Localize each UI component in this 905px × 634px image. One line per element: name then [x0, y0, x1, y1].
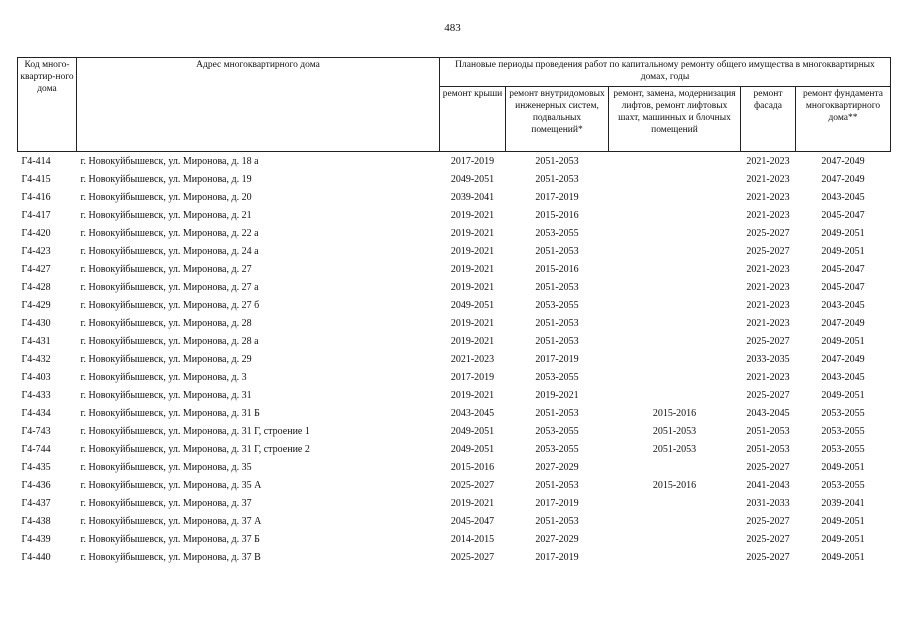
- table-row: [18, 224, 891, 242]
- cell-code: Г4-433: [21, 389, 51, 401]
- cell-facade: 2025-2027: [746, 515, 790, 527]
- cell-elevators: [609, 188, 741, 206]
- table-row: [18, 458, 891, 476]
- cell-systems: 2051-2053: [535, 155, 579, 167]
- cell-facade: 2031-2033: [746, 497, 790, 509]
- cell-roof: 2049-2051: [450, 299, 495, 311]
- header-foundation: ремонт фундамента многоквартирного дома**: [796, 87, 891, 152]
- table-row: [18, 242, 891, 260]
- cell-foundation: 2047-2049: [821, 173, 865, 185]
- cell-foundation: 2045-2047: [821, 209, 865, 221]
- cell-elevators: [609, 548, 741, 566]
- cell-code: Г4-438: [21, 515, 51, 527]
- cell-code: Г4-439: [21, 533, 51, 545]
- table-row: [18, 548, 891, 566]
- cell-roof: 2021-2023: [450, 353, 495, 365]
- cell-systems: 2027-2029: [535, 533, 579, 545]
- cell-systems: 2015-2016: [535, 209, 579, 221]
- page-number: 483: [444, 22, 461, 34]
- cell-code: Г4-743: [21, 425, 51, 437]
- cell-address: г. Новокуйбышевск, ул. Миронова, д. 28: [80, 317, 252, 329]
- cell-code: Г4-414: [21, 155, 51, 167]
- cell-systems: 2017-2019: [535, 551, 579, 563]
- cell-foundation: 2049-2051: [821, 515, 865, 527]
- cell-address: г. Новокуйбышевск, ул. Миронова, д. 27 б: [80, 299, 260, 311]
- cell-facade: 2021-2023: [746, 209, 790, 221]
- cell-systems: 2051-2053: [535, 407, 579, 419]
- cell-code: Г4-429: [21, 299, 51, 311]
- cell-elevators: [609, 224, 741, 242]
- table-row: [18, 152, 891, 171]
- cell-systems: 2053-2055: [535, 371, 579, 383]
- cell-foundation: 2049-2051: [821, 551, 865, 563]
- cell-facade: 2021-2023: [746, 281, 790, 293]
- cell-address: г. Новокуйбышевск, ул. Миронова, д. 28 а: [80, 335, 259, 347]
- cell-code: Г4-432: [21, 353, 51, 365]
- cell-facade: 2021-2023: [746, 371, 790, 383]
- cell-foundation: 2053-2055: [821, 425, 865, 437]
- cell-foundation: 2049-2051: [821, 335, 865, 347]
- cell-code: Г4-420: [21, 227, 51, 239]
- cell-elevators: 2015-2016: [652, 479, 697, 491]
- table-row: [18, 440, 891, 458]
- cell-address: г. Новокуйбышевск, ул. Миронова, д. 22 а: [80, 227, 259, 239]
- cell-foundation: 2039-2041: [821, 497, 865, 509]
- header-periods: Плановые периоды проведения работ по капитальному ремонту общего имущества в многоквартирных домах, годы: [440, 58, 891, 87]
- cell-systems: 2053-2055: [535, 227, 579, 239]
- cell-facade: 2025-2027: [746, 533, 790, 545]
- header-roof: ремонт крыши: [440, 87, 506, 152]
- cell-systems: 2053-2055: [535, 299, 579, 311]
- cell-foundation: 2053-2055: [821, 407, 865, 419]
- cell-roof: 2017-2019: [450, 155, 495, 167]
- cell-foundation: 2053-2055: [821, 443, 865, 455]
- cell-facade: 2043-2045: [746, 407, 790, 419]
- cell-facade: 2025-2027: [746, 227, 790, 239]
- header-code: Код много-квартир-ного дома: [18, 58, 77, 152]
- cell-roof: 2043-2045: [450, 407, 495, 419]
- cell-roof: 2019-2021: [450, 389, 495, 401]
- table-row: [18, 494, 891, 512]
- cell-address: г. Новокуйбышевск, ул. Миронова, д. 21: [80, 209, 252, 221]
- cell-elevators: [609, 296, 741, 314]
- cell-foundation: 2047-2049: [821, 317, 865, 329]
- cell-facade: 2021-2023: [746, 155, 790, 167]
- cell-roof: 2019-2021: [450, 263, 495, 275]
- cell-foundation: 2045-2047: [821, 263, 865, 275]
- cell-address: г. Новокуйбышевск, ул. Миронова, д. 27: [80, 263, 252, 275]
- cell-foundation: 2049-2051: [821, 245, 865, 257]
- cell-elevators: [609, 386, 741, 404]
- cell-systems: 2017-2019: [535, 191, 579, 203]
- cell-systems: 2053-2055: [535, 425, 579, 437]
- cell-code: Г4-434: [21, 407, 51, 419]
- cell-elevators: [609, 260, 741, 278]
- cell-roof: 2045-2047: [450, 515, 495, 527]
- cell-facade: 2051-2053: [746, 443, 790, 455]
- cell-elevators: [609, 314, 741, 332]
- cell-roof: 2019-2021: [450, 209, 495, 221]
- table-row: [18, 206, 891, 224]
- table-row: [18, 188, 891, 206]
- cell-elevators: [609, 458, 741, 476]
- cell-elevators: 2051-2053: [652, 425, 697, 437]
- cell-roof: 2017-2019: [450, 371, 495, 383]
- cell-elevators: [609, 206, 741, 224]
- cell-foundation: 2049-2051: [821, 461, 865, 473]
- cell-address: г. Новокуйбышевск, ул. Миронова, д. 37 Б: [80, 533, 260, 545]
- cell-roof: 2019-2021: [450, 245, 495, 257]
- cell-address: г. Новокуйбышевск, ул. Миронова, д. 18 а: [80, 155, 259, 167]
- cell-roof: 2019-2021: [450, 497, 495, 509]
- table-row: [18, 260, 891, 278]
- table-body: [18, 152, 891, 567]
- cell-code: Г4-423: [21, 245, 51, 257]
- cell-systems: 2051-2053: [535, 515, 579, 527]
- cell-systems: 2015-2016: [535, 263, 579, 275]
- cell-code: Г4-403: [21, 371, 51, 383]
- cell-address: г. Новокуйбышевск, ул. Миронова, д. 37 А: [80, 515, 262, 527]
- table-row: [18, 296, 891, 314]
- cell-facade: 2021-2023: [746, 191, 790, 203]
- cell-roof: 2049-2051: [450, 425, 495, 437]
- cell-elevators: [609, 170, 741, 188]
- cell-address: г. Новокуйбышевск, ул. Миронова, д. 37: [80, 497, 252, 509]
- cell-address: г. Новокуйбышевск, ул. Миронова, д. 37 В: [80, 551, 261, 563]
- cell-code: Г4-428: [21, 281, 51, 293]
- cell-roof: 2025-2027: [450, 551, 495, 563]
- table-row: [18, 422, 891, 440]
- cell-systems: 2051-2053: [535, 335, 579, 347]
- cell-address: г. Новокуйбышевск, ул. Миронова, д. 35: [80, 461, 252, 473]
- cell-facade: 2025-2027: [746, 461, 790, 473]
- cell-systems: 2017-2019: [535, 353, 579, 365]
- cell-foundation: 2049-2051: [821, 389, 865, 401]
- cell-code: Г4-430: [21, 317, 51, 329]
- cell-elevators: [609, 494, 741, 512]
- cell-facade: 2041-2043: [746, 479, 790, 491]
- header-address: Адрес многоквартирного дома: [77, 58, 440, 152]
- cell-elevators: [609, 332, 741, 350]
- cell-facade: 2051-2053: [746, 425, 790, 437]
- cell-code: Г4-437: [21, 497, 51, 509]
- cell-facade: 2021-2023: [746, 317, 790, 329]
- cell-address: г. Новокуйбышевск, ул. Миронова, д. 19: [80, 173, 252, 185]
- cell-facade: 2021-2023: [746, 263, 790, 275]
- header-elevators: ремонт, замена, модернизация лифтов, ремонт лифтовых шахт, машинных и блочных помещений: [609, 87, 741, 152]
- cell-facade: 2025-2027: [746, 335, 790, 347]
- cell-elevators: [609, 350, 741, 368]
- cell-foundation: 2043-2045: [821, 191, 865, 203]
- cell-facade: 2021-2023: [746, 173, 790, 185]
- cell-foundation: 2045-2047: [821, 281, 865, 293]
- cell-facade: 2021-2023: [746, 299, 790, 311]
- cell-facade: 2025-2027: [746, 245, 790, 257]
- cell-elevators: [609, 368, 741, 386]
- cell-facade: 2033-2035: [746, 353, 790, 365]
- cell-systems: 2051-2053: [535, 245, 579, 257]
- cell-roof: 2014-2015: [450, 533, 495, 545]
- table-row: [18, 476, 891, 494]
- cell-foundation: 2047-2049: [821, 155, 865, 167]
- cell-systems: 2051-2053: [535, 317, 579, 329]
- cell-code: Г4-431: [21, 335, 51, 347]
- cell-code: Г4-436: [21, 479, 51, 491]
- cell-facade: 2025-2027: [746, 551, 790, 563]
- cell-code: Г4-417: [21, 209, 51, 221]
- table-row: [18, 332, 891, 350]
- cell-code: Г4-416: [21, 191, 51, 203]
- cell-code: Г4-435: [21, 461, 51, 473]
- cell-roof: 2039-2041: [450, 191, 495, 203]
- cell-roof: 2015-2016: [450, 461, 495, 473]
- capital-repair-table: [17, 57, 891, 566]
- cell-foundation: 2049-2051: [821, 533, 865, 545]
- table-row: [18, 530, 891, 548]
- table-row: [18, 314, 891, 332]
- cell-systems: 2051-2053: [535, 173, 579, 185]
- cell-roof: 2019-2021: [450, 227, 495, 239]
- cell-address: г. Новокуйбышевск, ул. Миронова, д. 31 Б: [80, 407, 260, 419]
- cell-foundation: 2047-2049: [821, 353, 865, 365]
- cell-elevators: [609, 242, 741, 260]
- cell-code: Г4-440: [21, 551, 51, 563]
- cell-code: Г4-427: [21, 263, 51, 275]
- table-row: [18, 278, 891, 296]
- cell-elevators: [609, 530, 741, 548]
- cell-roof: 2049-2051: [450, 173, 495, 185]
- cell-systems: 2053-2055: [535, 443, 579, 455]
- cell-roof: 2049-2051: [450, 443, 495, 455]
- header-facade: ремонт фасада: [741, 87, 796, 152]
- table-row: [18, 170, 891, 188]
- cell-systems: 2051-2053: [535, 479, 579, 491]
- cell-elevators: [609, 152, 741, 171]
- cell-roof: 2019-2021: [450, 317, 495, 329]
- cell-systems: 2027-2029: [535, 461, 579, 473]
- header-systems: ремонт внутридомовых инженерных систем, подвальных помещений*: [506, 87, 609, 152]
- cell-foundation: 2053-2055: [821, 479, 865, 491]
- cell-address: г. Новокуйбышевск, ул. Миронова, д. 31: [80, 389, 252, 401]
- table-row: [18, 404, 891, 422]
- cell-elevators: 2015-2016: [652, 407, 697, 419]
- cell-foundation: 2043-2045: [821, 299, 865, 311]
- cell-systems: 2017-2019: [535, 497, 579, 509]
- cell-address: г. Новокуйбышевск, ул. Миронова, д. 35 А: [80, 479, 262, 491]
- cell-address: г. Новокуйбышевск, ул. Миронова, д. 3: [80, 371, 247, 383]
- cell-address: г. Новокуйбышевск, ул. Миронова, д. 29: [80, 353, 252, 365]
- cell-code: Г4-415: [21, 173, 51, 185]
- cell-elevators: 2051-2053: [652, 443, 697, 455]
- cell-address: г. Новокуйбышевск, ул. Миронова, д. 31 Г, строение 1: [80, 425, 310, 437]
- cell-address: г. Новокуйбышевск, ул. Миронова, д. 27 а: [80, 281, 259, 293]
- cell-foundation: 2049-2051: [821, 227, 865, 239]
- cell-code: Г4-744: [21, 443, 51, 455]
- table-row: [18, 512, 891, 530]
- cell-facade: 2025-2027: [746, 389, 790, 401]
- table-row: [18, 350, 891, 368]
- cell-address: г. Новокуйбышевск, ул. Миронова, д. 31 Г, строение 2: [80, 443, 310, 455]
- table-row: [18, 368, 891, 386]
- cell-roof: 2019-2021: [450, 281, 495, 293]
- cell-address: г. Новокуйбышевск, ул. Миронова, д. 24 а: [80, 245, 259, 257]
- cell-systems: 2019-2021: [535, 389, 579, 401]
- cell-elevators: [609, 512, 741, 530]
- cell-foundation: 2043-2045: [821, 371, 865, 383]
- cell-roof: 2019-2021: [450, 335, 495, 347]
- cell-roof: 2025-2027: [450, 479, 495, 491]
- cell-systems: 2051-2053: [535, 281, 579, 293]
- table-row: [18, 386, 891, 404]
- cell-elevators: [609, 278, 741, 296]
- cell-address: г. Новокуйбышевск, ул. Миронова, д. 20: [80, 191, 252, 203]
